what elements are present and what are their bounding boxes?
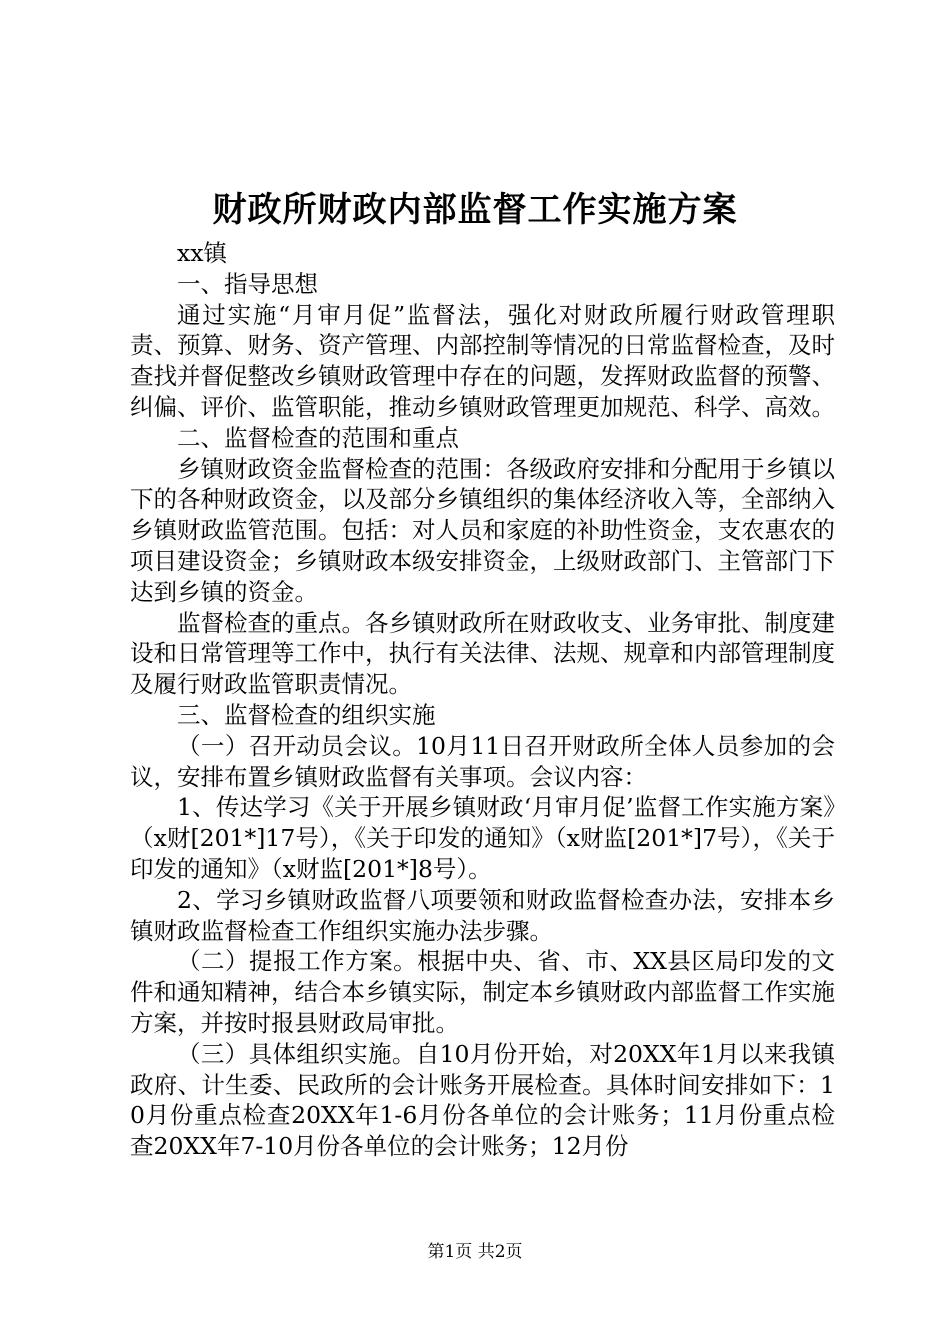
location-line: xx镇 xyxy=(177,239,228,267)
paragraph-item-2: 2、学习乡镇财政监督八项要领和财政监督检查办法，安排本乡镇财政监督检查工作组织实施办法步骤。 xyxy=(130,885,835,945)
paragraph-guiding-ideology: 通过实施“月审月促”监督法，强化对财政所履行财政管理职责、预算、财务、资产管理、内部控制等情况的日常监督检查，及时查找并督促整改乡镇财政管理中存在的问题，发挥财政监督的预警、纠偏、评价、监管职能，推动乡镇财政管理更加规范、科学、高效。 xyxy=(130,300,835,421)
paragraph-item-1: 1、传达学习《关于开展乡镇财政‘月审月促’监督工作实施方案》（x财[201*]17号），《关于印发的通知》（x财监[201*]7号），《关于印发的通知》（x财监[201*]8号）。 xyxy=(130,793,835,883)
section-heading-scope: 二、监督检查的范围和重点 xyxy=(177,423,459,452)
paragraph-mobilization-meeting: （一）召开动员会议。10月11日召开财政所全体人员参加的会议，安排布置乡镇财政监督有关事项。会议内容： xyxy=(130,731,835,791)
document-title: 财政所财政内部监督工作实施方案 xyxy=(212,190,738,230)
paragraph-scope: 乡镇财政资金监督检查的范围：各级政府安排和分配用于乡镇以下的各种财政资金，以及部分乡镇组织的集体经济收入等，全部纳入乡镇财政监管范围。包括：对人员和家庭的补助性资金，支农惠农的项目建设资金；乡镇财政本级安排资金，上级财政部门、主管部门下达到乡镇的资金。 xyxy=(130,454,835,606)
paragraph-specific-implementation: （三）具体组织实施。自10月份开始，对20XX年1月以来我镇政府、计生委、民政所的会计账务开展检查。具体时间安排如下：10月份重点检查20XX年1-6月份各单位的会计账务；11月份重点检查20XX年7-10月份各单位的会计账务；12月份 xyxy=(130,1039,835,1161)
section-heading-guiding-ideology: 一、指导思想 xyxy=(177,269,318,298)
paragraph-focus: 监督检查的重点。各乡镇财政所在财政收支、业务审批、制度建设和日常管理等工作中，执行有关法律、法规、规章和内部管理制度及履行财政监管职责情况。 xyxy=(130,608,835,699)
page-footer: 第1页 共2页 xyxy=(427,1242,523,1262)
document-body xyxy=(130,238,835,1162)
paragraph-work-plan: （二）提报工作方案。根据中央、省、市、XX县区局印发的文件和通知精神，结合本乡镇实际，制定本乡镇财政内部监督工作实施方案，并按时报县财政局审批。 xyxy=(130,947,835,1037)
section-heading-implementation: 三、监督检查的组织实施 xyxy=(177,700,436,729)
